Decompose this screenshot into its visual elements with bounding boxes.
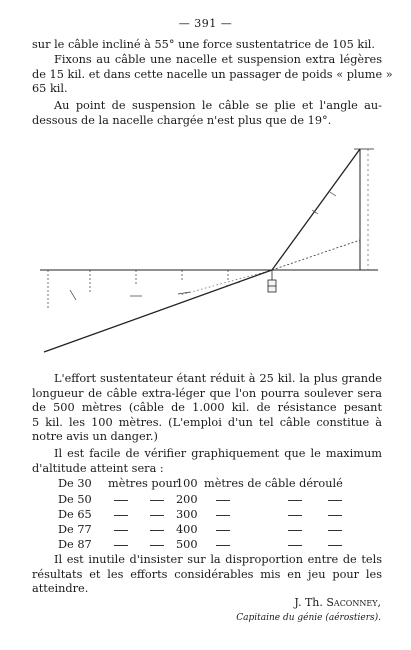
paragraph-5 [32, 447, 382, 476]
paragraph-6 [32, 553, 382, 597]
page-number: — 391 — [178, 17, 233, 30]
text-line: Il est inutile d'insister sur la disproportion entre de tels [54, 553, 382, 566]
text-line: longueur de câble extra-léger que l'on pourra soulever sera [32, 386, 382, 400]
text-line: Au point de suspension le câble se plie et l'angle au- [54, 99, 382, 112]
ditto-dash [328, 530, 342, 531]
text-line: d'altitude atteint sera : [32, 461, 164, 475]
gondola-icon [268, 270, 276, 292]
ditto-dash [288, 545, 302, 546]
ditto-dash [150, 545, 164, 546]
force-markers [48, 270, 240, 308]
ditto-dash [216, 530, 230, 531]
ditto-dash [114, 545, 128, 546]
dotted-line [272, 240, 360, 270]
ditto-dash [328, 545, 342, 546]
table-cell: mètres pour [108, 477, 179, 490]
text-line: dessous de la nacelle chargée n'est plus que de 19°. [32, 113, 332, 127]
ditto-dash [150, 500, 164, 501]
text-line: résultats et les efforts considérables mis en jeu pour les [32, 567, 382, 581]
radial-dotted-line [180, 270, 272, 295]
author-name-suffix: , [377, 596, 381, 609]
text-line: Il est facile de vérifier graphiquement que le maximum [54, 447, 382, 460]
text-line: de 500 mètres (câble de 1.000 kil. de résistance pesant [32, 401, 382, 415]
text-line: sur le câble incliné à 55° une force sustentatrice de 105 kil. [32, 38, 376, 51]
ditto-dash [216, 545, 230, 546]
paragraph-4 [32, 372, 382, 445]
cable-diagram [30, 140, 382, 364]
table-cell-from: De 65 [58, 508, 92, 521]
author-title: Capitaine du génie (aérostiers). [236, 613, 381, 623]
table-cell-to: 300 [176, 508, 198, 521]
text-line: 5 kil. les 100 mètres. (L'emploi d'un tel câble constitue à [32, 415, 382, 429]
author-signature [294, 596, 381, 609]
paragraph-3 [32, 99, 382, 128]
ditto-dash [216, 515, 230, 516]
table-cell-from: De 50 [58, 493, 92, 506]
table-cell-from: De 77 [58, 523, 92, 536]
table-cell: mètres de câble déroulé [204, 477, 343, 490]
table-cell: De 30 [58, 477, 92, 490]
ditto-dash [288, 500, 302, 501]
text-line: Fixons au câble une nacelle et suspension extra légères [54, 53, 382, 66]
ditto-dash [288, 515, 302, 516]
ditto-dash [328, 500, 342, 501]
paragraph-2 [32, 53, 393, 97]
table-cell-to: 500 [176, 538, 198, 551]
paragraph-1 [32, 38, 382, 53]
text-line: notre avis un danger.) [32, 430, 158, 444]
upper-cable-line [272, 149, 360, 270]
ditto-dash [114, 500, 128, 501]
table-cell-to: 200 [176, 493, 198, 506]
ditto-dash [328, 515, 342, 516]
text-line: 65 kil. [32, 82, 68, 96]
ditto-dash [150, 515, 164, 516]
ditto-dash [150, 530, 164, 531]
author-name: Saconney [326, 596, 378, 609]
ditto-dash [288, 530, 302, 531]
ditto-dash [216, 500, 230, 501]
ditto-dash [114, 530, 128, 531]
text-line: L'effort sustentateur étant réduit à 25 kil. la plus grande [54, 372, 382, 385]
text-line: de 15 kil. et dans cette nacelle un passager de poids « plume » [32, 67, 393, 81]
ditto-dash [114, 515, 128, 516]
table-cell-from: De 87 [58, 538, 92, 551]
author-name-prefix: J. Th. [294, 596, 327, 609]
table-cell: 100 [176, 477, 198, 490]
table-cell-to: 400 [176, 523, 198, 536]
text-line: atteindre. [32, 582, 89, 596]
